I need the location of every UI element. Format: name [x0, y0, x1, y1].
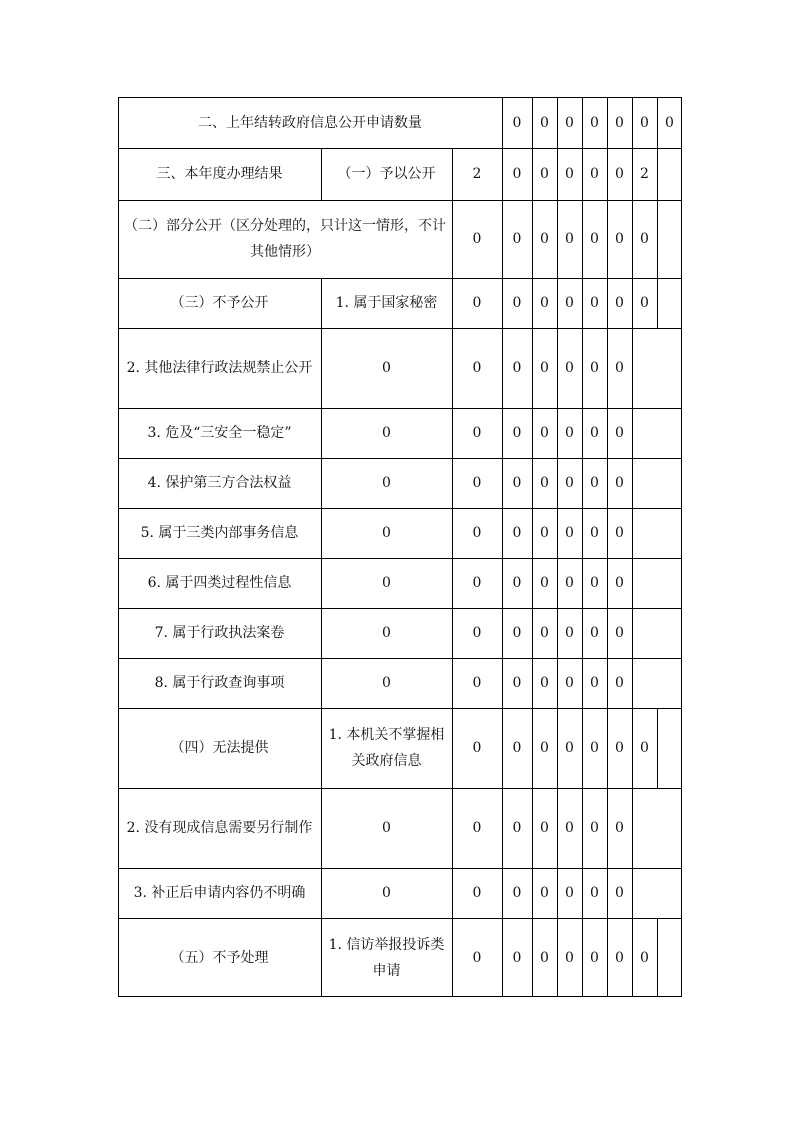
value-cell: 0 — [615, 949, 624, 966]
value-cell: 0 — [540, 114, 549, 131]
value-cell: 0 — [565, 114, 574, 131]
column-divider — [632, 408, 633, 458]
value-cell: 0 — [565, 675, 574, 691]
value-cell: 0 — [590, 295, 599, 311]
value-cell: 0 — [472, 675, 482, 691]
value-cell: 0 — [615, 114, 624, 131]
row-label: 5. 属于三类内部事务信息 — [140, 525, 299, 541]
value-cell: 0 — [590, 575, 599, 591]
value-cell: 0 — [540, 475, 549, 491]
value-cell: 0 — [590, 740, 599, 756]
value-cell: 0 — [590, 360, 599, 376]
value-cell: 0 — [512, 114, 522, 131]
value-cell: 0 — [512, 475, 522, 491]
row-label: 二、上年结转政府信息公开申请数量 — [198, 114, 422, 131]
row-sublabel: 1. 属于国家秘密 — [335, 295, 438, 311]
value-cell: 0 — [565, 740, 574, 756]
value-cell: 0 — [590, 525, 599, 541]
value-cell: 0 — [382, 525, 391, 541]
row-label: 2. 其他法律行政法规禁止公开 — [126, 360, 313, 376]
row-label: 6. 属于四类过程性信息 — [147, 575, 292, 591]
column-divider — [657, 708, 658, 788]
value-cell: 0 — [540, 885, 549, 901]
value-cell: 0 — [540, 166, 549, 182]
value-cell: 0 — [540, 360, 549, 376]
value-cell: 0 — [472, 425, 482, 441]
column-divider — [657, 918, 658, 997]
value-cell: 0 — [512, 885, 522, 901]
value-cell: 0 — [382, 625, 391, 641]
value-cell: 0 — [512, 625, 522, 641]
value-cell: 0 — [540, 295, 549, 311]
value-cell: 2 — [472, 166, 482, 182]
value-cell: 0 — [540, 575, 549, 591]
value-cell: 0 — [540, 740, 549, 756]
value-cell: 0 — [472, 295, 482, 311]
value-cell: 0 — [512, 820, 522, 836]
value-cell: 0 — [590, 425, 599, 441]
value-cell: 0 — [615, 740, 624, 756]
value-cell: 0 — [382, 885, 391, 901]
value-cell: 0 — [615, 166, 624, 182]
value-cell: 0 — [512, 425, 522, 441]
value-cell: 0 — [565, 525, 574, 541]
value-cell: 0 — [615, 360, 624, 376]
row-label: （二）部分公开（区分处理的，只计这一情形，不计其他情形） — [124, 218, 446, 260]
value-cell: 0 — [590, 231, 599, 247]
row-label: 3. 补正后申请内容仍不明确 — [133, 885, 306, 901]
value-cell: 0 — [540, 425, 549, 441]
value-cell: 0 — [565, 295, 574, 311]
value-cell: 0 — [590, 885, 599, 901]
column-divider — [632, 868, 633, 918]
value-cell: 0 — [512, 231, 522, 247]
value-cell: 0 — [590, 114, 599, 131]
column-divider — [632, 508, 633, 558]
value-cell: 0 — [382, 425, 391, 441]
column-divider — [632, 788, 633, 868]
value-cell: 0 — [615, 475, 624, 491]
value-cell: 0 — [615, 675, 624, 691]
value-cell: 0 — [540, 625, 549, 641]
row-label: 3. 危及“三安全一稳定” — [147, 425, 292, 441]
value-cell: 0 — [615, 575, 624, 591]
column-divider — [632, 658, 633, 708]
value-cell: 0 — [540, 231, 549, 247]
value-cell: 0 — [472, 885, 482, 901]
value-cell: 0 — [590, 949, 599, 966]
value-cell: 0 — [565, 820, 574, 836]
value-cell: 0 — [540, 949, 549, 966]
column-divider — [657, 278, 658, 328]
value-cell: 0 — [472, 625, 482, 641]
value-cell: 0 — [512, 949, 522, 966]
value-cell: 0 — [590, 675, 599, 691]
row-label: （四）无法提供 — [170, 740, 269, 756]
column-divider — [632, 458, 633, 508]
value-cell: 0 — [512, 295, 522, 311]
value-cell: 0 — [565, 949, 574, 966]
value-cell: 0 — [615, 820, 624, 836]
value-cell: 0 — [472, 525, 482, 541]
value-cell: 0 — [640, 740, 649, 756]
value-cell: 0 — [472, 740, 482, 756]
row-sublabel: 1. 本机关不掌握相关政府信息 — [328, 727, 445, 769]
value-cell: 0 — [512, 575, 522, 591]
row-label: （三）不予公开 — [170, 295, 269, 311]
column-divider — [657, 200, 658, 278]
value-cell: 0 — [565, 231, 574, 247]
value-cell: 0 — [565, 166, 574, 182]
value-cell: 0 — [615, 231, 624, 247]
value-cell: 0 — [615, 625, 624, 641]
value-cell: 0 — [640, 231, 649, 247]
value-cell: 0 — [565, 360, 574, 376]
value-cell: 0 — [590, 820, 599, 836]
value-cell: 0 — [472, 360, 482, 376]
value-cell: 0 — [512, 740, 522, 756]
column-divider — [632, 608, 633, 658]
value-cell: 0 — [512, 675, 522, 691]
value-cell: 0 — [565, 625, 574, 641]
row-sublabel: 1. 信访举报投诉类申请 — [328, 936, 445, 979]
value-cell: 0 — [665, 114, 674, 131]
value-cell: 0 — [565, 885, 574, 901]
value-cell: 0 — [540, 820, 549, 836]
value-cell: 0 — [472, 231, 482, 247]
value-cell: 0 — [590, 475, 599, 491]
value-cell: 0 — [512, 525, 522, 541]
row-label: 8. 属于行政查询事项 — [154, 675, 285, 691]
value-cell: 0 — [615, 425, 624, 441]
value-cell: 0 — [382, 820, 391, 836]
row-label: （五）不予处理 — [170, 949, 269, 966]
value-cell: 0 — [382, 475, 391, 491]
row-label: 7. 属于行政执法案卷 — [154, 625, 285, 641]
value-cell: 0 — [382, 360, 391, 376]
value-cell: 0 — [382, 575, 391, 591]
row-label: 4. 保护第三方合法权益 — [147, 475, 292, 491]
value-cell: 0 — [472, 820, 482, 836]
value-cell: 0 — [512, 360, 522, 376]
value-cell: 0 — [590, 625, 599, 641]
value-cell: 0 — [472, 475, 482, 491]
value-cell: 0 — [590, 166, 599, 182]
value-cell: 0 — [472, 575, 482, 591]
column-divider — [632, 328, 633, 408]
value-cell: 0 — [615, 885, 624, 901]
row-sublabel: （一）予以公开 — [337, 166, 436, 182]
value-cell: 0 — [640, 295, 649, 311]
row-label: 三、本年度办理结果 — [156, 166, 283, 182]
value-cell: 0 — [565, 425, 574, 441]
value-cell: 0 — [640, 114, 649, 131]
value-cell: 0 — [540, 675, 549, 691]
value-cell: 0 — [565, 475, 574, 491]
value-cell: 2 — [640, 166, 649, 182]
value-cell: 0 — [512, 166, 522, 182]
row-label: 2. 没有现成信息需要另行制作 — [126, 820, 313, 836]
value-cell: 0 — [565, 575, 574, 591]
value-cell: 0 — [615, 295, 624, 311]
value-cell: 0 — [615, 525, 624, 541]
value-cell: 0 — [472, 949, 482, 966]
value-cell: 0 — [540, 525, 549, 541]
column-divider — [632, 558, 633, 608]
column-divider — [657, 148, 658, 200]
value-cell: 0 — [382, 675, 391, 691]
value-cell: 0 — [640, 949, 649, 966]
